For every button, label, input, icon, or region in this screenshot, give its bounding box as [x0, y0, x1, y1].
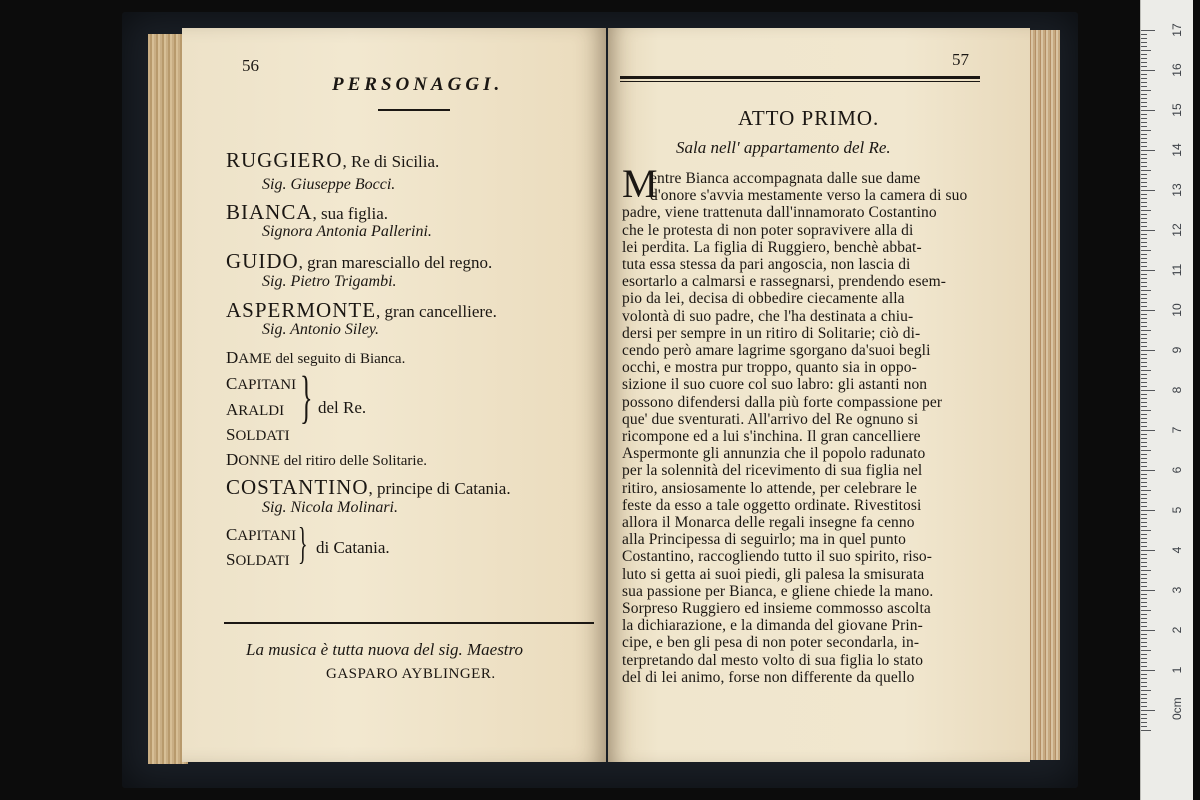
ruler-tick [1141, 150, 1155, 151]
ruler-tick [1141, 374, 1147, 375]
character-ruggiero: RUGGIERO, Re di Sicilia. [226, 148, 440, 172]
ruler-tick [1141, 246, 1147, 247]
ruler-tick [1141, 82, 1147, 83]
character-costantino: COSTANTINO, principe di Catania. [226, 475, 511, 499]
ruler-tick [1141, 298, 1147, 299]
ruler-tick [1141, 430, 1155, 431]
ruler-tick [1141, 106, 1147, 107]
ruler-tick [1141, 526, 1147, 527]
ruler-tick [1141, 242, 1147, 243]
ruler-tick [1141, 154, 1147, 155]
top-rule-thin [620, 81, 980, 82]
body-line: luto si getta ai suoi piedi, gli palesa la smisurata [622, 565, 925, 583]
ruler-tick [1141, 646, 1147, 647]
ruler-tick [1141, 678, 1147, 679]
group-item-capitani-catania: CAPITANI [226, 525, 297, 544]
ruler-label: 10 [1170, 303, 1184, 317]
ruler-tick [1141, 722, 1147, 723]
footer-music-credit: La musica è tutta nuova del sig. Maestro [246, 640, 524, 659]
ruler-tick [1141, 634, 1147, 635]
left-page [182, 28, 606, 762]
ruler-tick [1141, 70, 1155, 71]
ruler-tick [1141, 34, 1147, 35]
ruler-tick [1141, 454, 1147, 455]
body-line: esortarlo a calmarsi e rassegnarsi, prendendo esem- [622, 273, 947, 291]
ruler-tick [1141, 346, 1147, 347]
group-item-soldati-catania: SOLDATI [226, 550, 290, 569]
ruler-tick [1141, 666, 1147, 667]
ruler-label: 14 [1170, 143, 1184, 157]
singer-bianca: Signora Antonia Pallerini. [262, 223, 432, 240]
body-line: d'onore s'avvia mestamente verso la camera di suo [650, 187, 968, 205]
drop-cap: M [622, 161, 658, 206]
body-line: sua passione per Bianca, e gliene chiede la mano. [622, 582, 934, 600]
ruler-tick [1141, 730, 1151, 731]
ruler-tick [1141, 266, 1147, 267]
ruler-tick [1141, 382, 1147, 383]
ruler-label: 7 [1170, 426, 1184, 434]
ruler-tick [1141, 550, 1155, 551]
singer-ruggiero: Sig. Giuseppe Bocci. [262, 176, 396, 193]
body-line: del di lei animo, forse non differente da quello [622, 668, 915, 686]
ruler-label: 12 [1170, 223, 1184, 237]
ruler-tick [1141, 686, 1147, 687]
ruler-tick [1141, 114, 1147, 115]
ruler-tick [1141, 462, 1147, 463]
brace-del-re: } [300, 364, 313, 429]
ruler-tick [1141, 438, 1147, 439]
ruler-tick [1141, 398, 1147, 399]
body-line: possono difendersi dalla più forte compassione per [622, 393, 943, 411]
body-line: ricompone ed a lui s'inchina. Il gran cancelliere [622, 428, 921, 445]
ruler-tick [1141, 534, 1147, 535]
ruler-tick [1141, 434, 1147, 435]
ruler-tick [1141, 198, 1147, 199]
ruler-tick [1141, 50, 1151, 51]
ruler-tick [1141, 610, 1151, 611]
ruler-tick [1141, 254, 1147, 255]
ruler-tick [1141, 522, 1147, 523]
ruler-tick [1141, 406, 1147, 407]
body-line: feste da esso a tale oggetto ordinate. Rivestitosi [622, 496, 922, 514]
ruler-tick [1141, 74, 1147, 75]
ruler-tick [1141, 594, 1147, 595]
ruler-tick [1141, 42, 1147, 43]
ruler-tick [1141, 58, 1147, 59]
character-aspermonte: ASPERMONTE, gran cancelliere. [226, 298, 497, 322]
ruler-tick [1141, 326, 1147, 327]
ruler-tick [1141, 322, 1147, 323]
ruler-tick [1141, 506, 1147, 507]
ruler-tick [1141, 218, 1147, 219]
ruler-tick [1141, 94, 1147, 95]
ruler-tick [1141, 642, 1147, 643]
ruler-tick [1141, 466, 1147, 467]
page-number: 56 [242, 56, 259, 75]
ruler-tick [1141, 474, 1147, 475]
ruler-tick [1141, 622, 1147, 623]
ruler-tick [1141, 394, 1147, 395]
body-line: volontà di suo padre, che l'ha destinata a chiu- [622, 307, 914, 325]
ruler-tick [1141, 718, 1147, 719]
ruler-label: 11 [1170, 263, 1184, 277]
ruler-tick [1141, 598, 1147, 599]
body-line: que' due sventurati. All'arrivo del Re ognuno si [622, 410, 919, 428]
page-number: 57 [952, 50, 969, 69]
group-item-capitani: CAPITANI [226, 374, 297, 393]
ruler-tick [1141, 194, 1147, 195]
ruler-tick [1141, 422, 1147, 423]
body-line: la dichiarazione, e la dimanda del giovane Prin- [622, 617, 923, 635]
ruler-tick [1141, 118, 1147, 119]
ruler-tick [1141, 650, 1151, 651]
ruler-tick [1141, 278, 1147, 279]
ruler-tick [1141, 158, 1147, 159]
ruler-label: 15 [1170, 103, 1184, 117]
ruler-tick [1141, 574, 1147, 575]
singer-guido: Sig. Pietro Trigambi. [262, 273, 397, 290]
ruler-tick [1141, 282, 1147, 283]
ruler-tick [1141, 710, 1155, 711]
ruler-tick [1141, 494, 1147, 495]
body-line: entre Bianca accompagnata dalle sue dame [650, 170, 921, 187]
ruler-label: 3 [1170, 586, 1184, 594]
ruler-tick [1141, 702, 1147, 703]
ruler-label: 4 [1170, 546, 1184, 554]
body-line: per la solennità del ricevimento di sua figlia nel [622, 462, 923, 480]
ruler-tick [1141, 302, 1147, 303]
body-line: ritiro, ansiosamente lo attende, per celebrare le [622, 479, 917, 497]
body-line: tuta essa stessa da pari angoscia, non lascia di [622, 256, 911, 273]
ruler-tick [1141, 66, 1147, 67]
ruler-tick [1141, 98, 1147, 99]
ruler-label: 2 [1170, 626, 1184, 634]
body-line: pio da lei, decisa di obbedire ciecamente alla [622, 290, 905, 308]
body-line: che le protesta di non poter sopravivere alla di [622, 221, 914, 239]
ruler-tick [1141, 214, 1147, 215]
ruler-tick [1141, 234, 1147, 235]
ruler-tick [1141, 478, 1147, 479]
body-line: Aspermonte gli annunzia che il popolo radunato [622, 445, 926, 463]
ruler-tick [1141, 190, 1155, 191]
ruler-tick [1141, 510, 1155, 511]
ruler-tick [1141, 262, 1147, 263]
ruler-tick [1141, 178, 1147, 179]
ruler-tick [1141, 314, 1147, 315]
ruler-tick [1141, 470, 1155, 471]
ruler-label: 6 [1170, 466, 1184, 474]
group-item-soldati: SOLDATI [226, 425, 290, 444]
ruler-tick [1141, 362, 1147, 363]
ruler-label: 0cm [1170, 697, 1184, 720]
top-rule [620, 76, 980, 79]
ruler-tick [1141, 350, 1155, 351]
ruler-tick [1141, 482, 1147, 483]
ruler-tick [1141, 378, 1147, 379]
ruler-tick [1141, 630, 1155, 631]
character-guido: GUIDO, gran maresciallo del regno. [226, 249, 493, 273]
ruler-tick [1141, 490, 1151, 491]
ruler-tick [1141, 554, 1147, 555]
ruler-tick [1141, 130, 1151, 131]
ruler-tick [1141, 366, 1147, 367]
ruler-tick [1141, 318, 1147, 319]
ruler-tick [1141, 674, 1147, 675]
ruler-tick [1141, 290, 1151, 291]
ruler-tick [1141, 590, 1155, 591]
dame-entry: DAME del seguito di Bianca. [226, 348, 406, 367]
ruler-label: 17 [1170, 23, 1184, 37]
ruler-tick [1141, 90, 1151, 91]
body-line: cipe, e ben gli pesa di non poter secondarla, in- [622, 634, 920, 652]
body-line: occhi, e mostra pur troppo, quanto sia in oppo- [622, 359, 917, 377]
ruler-tick [1141, 238, 1147, 239]
ruler-tick [1141, 486, 1147, 487]
ruler-tick [1141, 578, 1147, 579]
body-line: cendo però amare lagrime sgorgano da'suoi begli [622, 342, 931, 359]
ruler-label: 9 [1170, 346, 1184, 354]
ruler-tick [1141, 582, 1147, 583]
ruler-tick [1141, 654, 1147, 655]
ruler-tick [1141, 446, 1147, 447]
ruler-tick [1141, 410, 1151, 411]
ruler-tick [1141, 146, 1147, 147]
ruler-tick [1141, 726, 1147, 727]
ruler-tick [1141, 502, 1147, 503]
singer-costantino: Sig. Nicola Molinari. [262, 499, 398, 516]
ruler-label: 5 [1170, 506, 1184, 514]
body-line: allora il Monarca delle regali insegne fa cenno [622, 514, 915, 531]
ruler-tick [1141, 418, 1147, 419]
ruler-tick [1141, 586, 1147, 587]
ruler-tick [1141, 706, 1147, 707]
ruler-tick [1141, 102, 1147, 103]
body-line: padre, viene trattenuta dall'innamorato Costantino [622, 204, 937, 222]
body-line: terpretando dal mesto volto di sua figlia lo stato [622, 651, 924, 669]
ruler-tick [1141, 38, 1147, 39]
ruler-tick [1141, 626, 1147, 627]
group-label-del-re: del Re. [318, 398, 367, 417]
act-title: ATTO PRIMO. [738, 106, 880, 130]
ruler-tick [1141, 138, 1147, 139]
ruler-tick [1141, 330, 1151, 331]
ruler-tick [1141, 442, 1147, 443]
ruler-tick [1141, 294, 1147, 295]
group-item-araldi: ARALDI [226, 400, 285, 419]
group-label-di-catania: di Catania. [316, 538, 390, 557]
ruler-tick [1141, 450, 1151, 451]
ruler-tick [1141, 174, 1147, 175]
body-text [622, 162, 998, 692]
ruler-tick [1141, 546, 1147, 547]
ruler-tick [1141, 86, 1147, 87]
body-line: alla Principessa di seguirlo; ma in quel punto [622, 531, 906, 549]
ruler-label: 16 [1170, 63, 1184, 77]
ruler-tick [1141, 414, 1147, 415]
ruler-tick [1141, 110, 1155, 111]
body-line: Costantino, raccogliendo tutto il suo spirito, riso- [622, 548, 933, 566]
ruler-tick [1141, 334, 1147, 335]
body-line: Sorpreso Ruggiero ed insieme commosso ascolta [622, 600, 931, 617]
ruler-tick [1141, 222, 1147, 223]
ruler-tick [1141, 566, 1147, 567]
singer-aspermonte: Sig. Antonio Siley. [262, 321, 380, 338]
ruler-tick [1141, 182, 1147, 183]
character-bianca: BIANCA, sua figlia. [226, 200, 389, 224]
ruler-tick [1141, 562, 1147, 563]
ruler-tick [1141, 370, 1151, 371]
ruler-tick [1141, 230, 1155, 231]
footer-composer: GASPARO AYBLINGER. [326, 666, 496, 682]
ruler-tick [1141, 618, 1147, 619]
ruler-tick [1141, 210, 1151, 211]
ruler-tick [1141, 54, 1147, 55]
ruler-tick [1141, 206, 1147, 207]
ruler-tick [1141, 226, 1147, 227]
ruler-tick [1141, 358, 1147, 359]
ruler-tick [1141, 338, 1147, 339]
ruler-tick [1141, 698, 1147, 699]
ruler-label: 1 [1170, 666, 1184, 674]
ruler-tick [1141, 78, 1147, 79]
ruler-tick [1141, 498, 1147, 499]
ruler-tick [1141, 170, 1151, 171]
ruler-tick [1141, 386, 1147, 387]
header-rule [378, 109, 450, 111]
ruler-tick [1141, 122, 1147, 123]
ruler-tick [1141, 538, 1147, 539]
ruler-tick [1141, 270, 1155, 271]
ruler-tick [1141, 514, 1147, 515]
footer-rule [224, 622, 594, 624]
ruler-tick [1141, 670, 1155, 671]
ruler-tick [1141, 662, 1147, 663]
body-line: sizione il suo cuore col suo labro: gli astanti non [622, 376, 928, 394]
ruler-tick [1141, 202, 1147, 203]
ruler-tick [1141, 186, 1147, 187]
ruler-tick [1141, 30, 1155, 31]
ruler-tick [1141, 286, 1147, 287]
ruler-tick [1141, 62, 1147, 63]
ruler-tick [1141, 606, 1147, 607]
scene-description: Sala nell' appartamento del Re. [676, 138, 891, 157]
ruler-tick [1141, 162, 1147, 163]
body-line: dersi per sempre in un ritiro di Solitarie; ciò di- [622, 324, 921, 342]
ruler-tick [1141, 342, 1147, 343]
ruler-label: 13 [1170, 183, 1184, 197]
right-page [608, 28, 1030, 762]
ruler-tick [1141, 310, 1155, 311]
ruler-tick [1141, 46, 1147, 47]
ruler-tick [1141, 274, 1147, 275]
ruler-tick [1141, 602, 1147, 603]
ruler-tick [1141, 530, 1151, 531]
ruler-tick [1141, 458, 1147, 459]
ruler-tick [1141, 714, 1147, 715]
ruler-tick [1141, 250, 1151, 251]
ruler-tick [1141, 542, 1147, 543]
ruler-tick [1141, 142, 1147, 143]
ruler-tick [1141, 134, 1147, 135]
ruler-tick [1141, 306, 1147, 307]
page-header: PERSONAGGI. [332, 74, 504, 95]
ruler-tick [1141, 354, 1147, 355]
ruler-tick [1141, 694, 1147, 695]
measuring-ruler [1140, 0, 1193, 800]
ruler-tick [1141, 570, 1151, 571]
ruler-tick [1141, 682, 1147, 683]
ruler-tick [1141, 690, 1151, 691]
ruler-tick [1141, 402, 1147, 403]
ruler-tick [1141, 614, 1147, 615]
donne-entry: DONNE del ritiro delle Solitarie. [226, 450, 427, 469]
ruler-tick [1141, 390, 1155, 391]
ruler-tick [1141, 638, 1147, 639]
ruler-tick [1141, 166, 1147, 167]
brace-di-catania: } [298, 519, 308, 568]
ruler-tick [1141, 258, 1147, 259]
ruler-tick [1141, 518, 1147, 519]
ruler-tick [1141, 658, 1147, 659]
ruler-tick [1141, 126, 1147, 127]
body-line: lei perdita. La figlia di Ruggiero, benchè abbat- [622, 238, 922, 256]
right-page-edges [1026, 30, 1060, 760]
ruler-tick [1141, 426, 1147, 427]
ruler-tick [1141, 558, 1147, 559]
ruler-label: 8 [1170, 386, 1184, 394]
